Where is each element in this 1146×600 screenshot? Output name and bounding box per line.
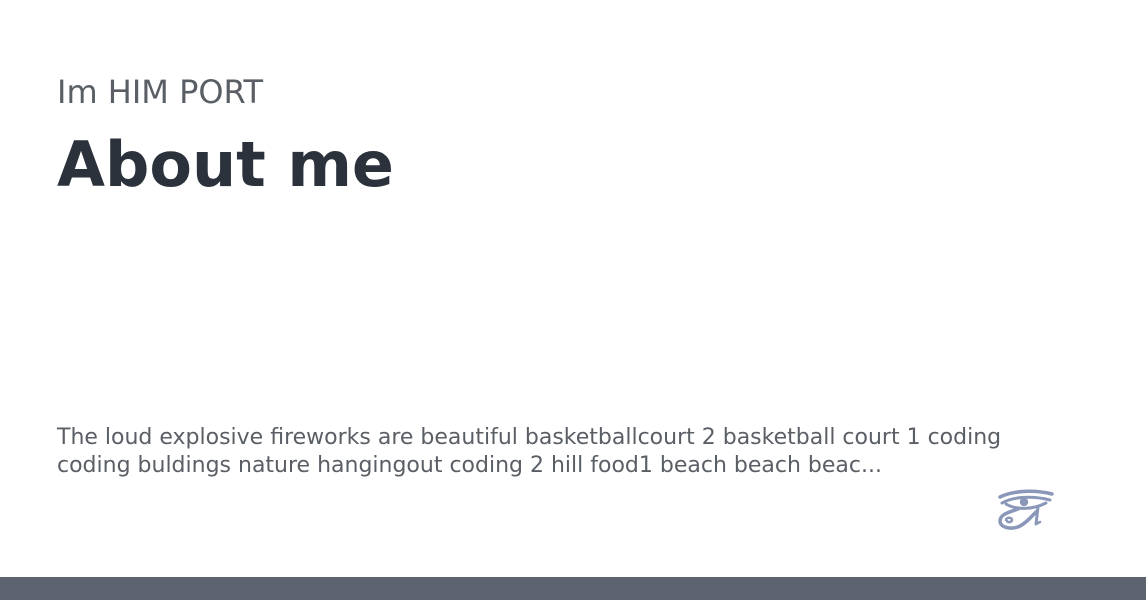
- page-description: The loud explosive fireworks are beautiful basketballcourt 2 basketball court 1 coding coding buldings nature hangingout coding 2 hill food1 beach beach beac...: [57, 425, 1002, 478]
- page-title: About me: [57, 128, 394, 201]
- eye-of-horus-icon: [996, 488, 1056, 532]
- bottom-accent-bar: [0, 577, 1146, 600]
- site-name: Im HIM PORT: [57, 73, 263, 111]
